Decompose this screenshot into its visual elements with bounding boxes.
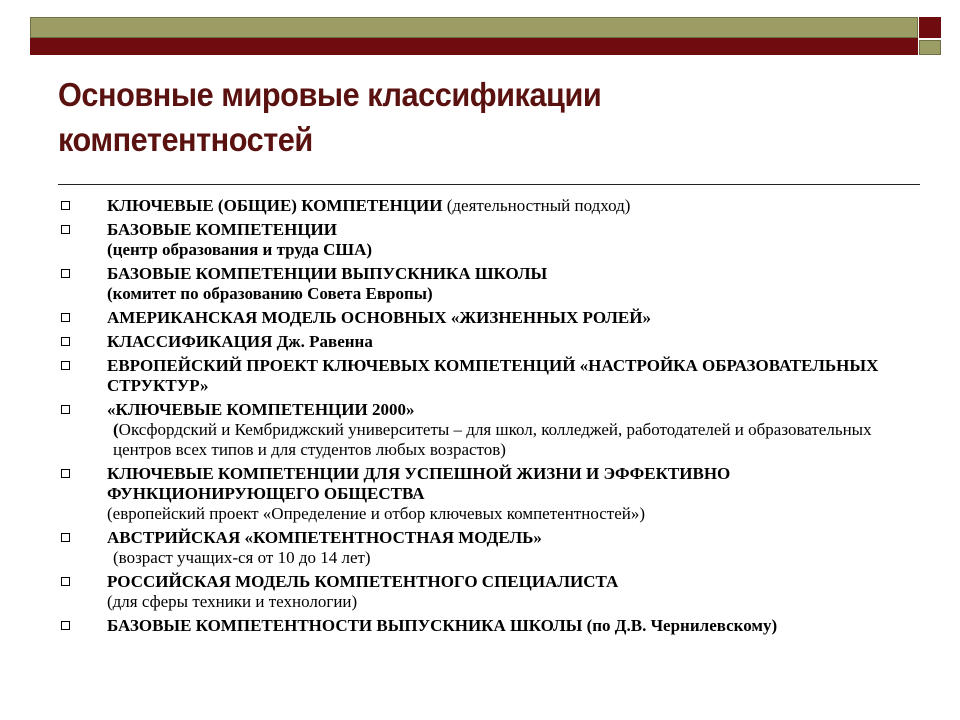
item-heading: БАЗОВЫЕ КОМПЕТЕНЦИИ (107, 220, 337, 239)
list-item (40, 220, 920, 260)
item-heading: БАЗОВЫЕ КОМПЕТЕНТНОСТИ ВЫПУСКНИКА ШКОЛЫ (по Д.В. Чернилевскому) (107, 616, 778, 635)
item-heading: РОССИЙСКАЯ МОДЕЛЬ КОМПЕТЕНТНОГО СПЕЦИАЛИСТА (107, 572, 619, 591)
item-subtext: (европейский проект «Определение и отбор ключевых компетентностей») (107, 504, 646, 523)
header-bar-maroon (30, 38, 918, 55)
list-item (40, 528, 920, 568)
square-bullet-icon (61, 577, 70, 586)
item-subtext-body: Оксфордский и Кембриджский университеты – для школ, колледжей, работодателей и образовательных центров всех типов и для студентов любых возрастов) (113, 420, 872, 459)
square-bullet-icon (61, 469, 70, 478)
list-item (40, 356, 920, 396)
item-heading: КЛЮЧЕВЫЕ КОМПЕТЕНЦИИ ДЛЯ УСПЕШНОЙ ЖИЗНИ И ЭФФЕКТИВНО ФУНКЦИОНИРУЮЩЕГО ОБЩЕСТВА (107, 464, 731, 503)
item-heading: АВСТРИЙСКАЯ «КОМПЕТЕНТНОСТНАЯ МОДЕЛЬ» (107, 528, 542, 547)
title-line-1: Основные мировые классификации (58, 76, 602, 113)
list-item (40, 196, 920, 216)
item-subtext-paren: ( (113, 420, 119, 439)
square-bullet-icon (61, 225, 70, 234)
item-subtext: (центр образования и труда США) (107, 240, 373, 259)
square-bullet-icon (61, 405, 70, 414)
square-bullet-icon (61, 621, 70, 630)
item-subtext: (для сферы техники и технологии) (107, 592, 358, 611)
list-item (40, 572, 920, 612)
title-line-2: компетентностей (58, 121, 313, 158)
list-item (40, 400, 920, 460)
item-heading: БАЗОВЫЕ КОМПЕТЕНЦИИ ВЫПУСКНИКА ШКОЛЫ (107, 264, 548, 283)
item-subtext (107, 420, 920, 460)
square-bullet-icon (61, 201, 70, 210)
header-square-maroon (919, 17, 941, 38)
header-square-olive (919, 40, 941, 55)
list-item (40, 464, 920, 524)
square-bullet-icon (61, 313, 70, 322)
square-bullet-icon (61, 269, 70, 278)
slide-title (58, 72, 839, 162)
list-item (40, 308, 920, 328)
list-item (40, 264, 920, 304)
title-divider (58, 184, 920, 185)
list-item (40, 616, 920, 636)
square-bullet-icon (61, 361, 70, 370)
item-subtext: (комитет по образованию Совета Европы) (107, 284, 433, 303)
square-bullet-icon (61, 533, 70, 542)
item-heading: «КЛЮЧЕВЫЕ КОМПЕТЕНЦИИ 2000» (107, 400, 415, 419)
item-heading: АМЕРИКАНСКАЯ МОДЕЛЬ ОСНОВНЫХ «ЖИЗНЕННЫХ РОЛЕЙ» (107, 308, 651, 327)
item-subtext: (возраст учащих-ся от 10 до 14 лет) (113, 548, 371, 567)
item-heading: КЛЮЧЕВЫЕ (ОБЩИЕ) КОМПЕТЕНЦИИ (107, 196, 447, 215)
item-heading: ЕВРОПЕЙСКИЙ ПРОЕКТ КЛЮЧЕВЫХ КОМПЕТЕНЦИЙ «НАСТРОЙКА ОБРАЗОВАТЕЛЬНЫХ СТРУКТУР» (107, 356, 879, 395)
header-bar-olive (30, 17, 918, 38)
classification-list (40, 196, 920, 640)
square-bullet-icon (61, 337, 70, 346)
item-heading: КЛАССИФИКАЦИЯ Дж. Равенна (107, 332, 373, 351)
list-item (40, 332, 920, 352)
item-note: (деятельностный подход) (446, 196, 631, 215)
